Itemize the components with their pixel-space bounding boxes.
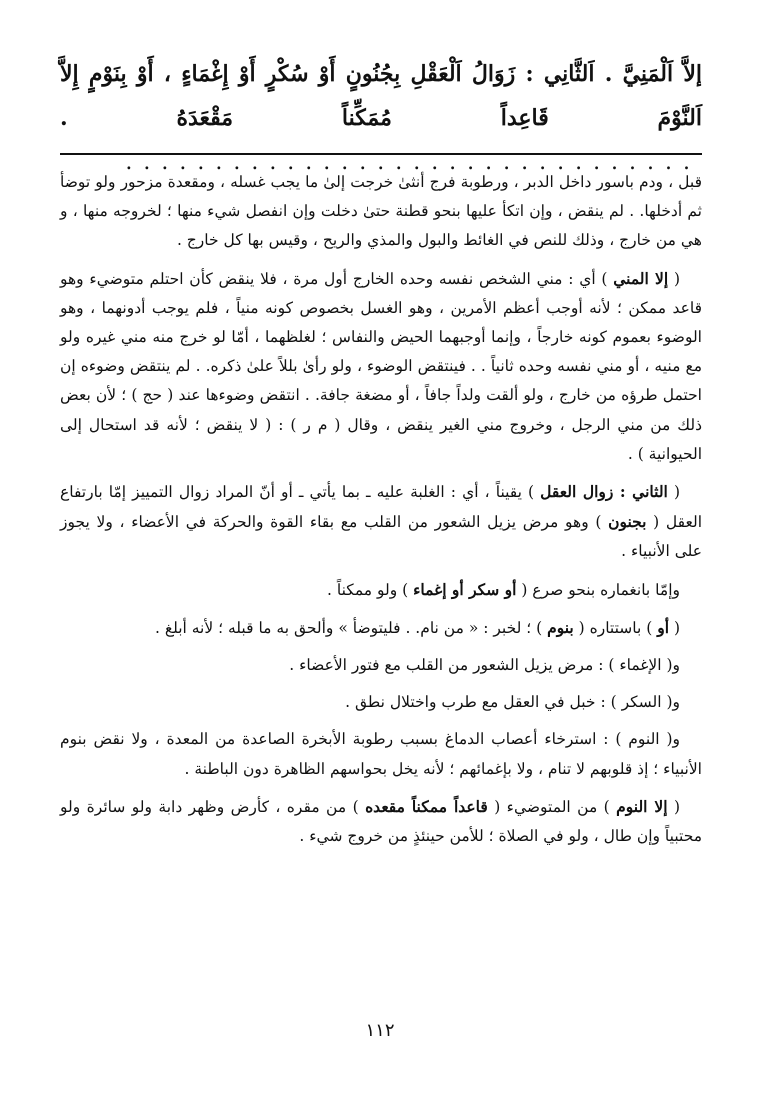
lemma-bold: قاعداً ممكناً مقعده bbox=[365, 796, 488, 816]
commentary-paragraph-3: ( الثاني : زوال العقل ) يقيناً ، أي : الغلبة عليه ـ بما يأتي ـ أو أنّ المراد زوال التمييز إمّا بارتفاع العقل ( بجنون ) وهو مرض يزيل الشعور من القلب مع بقاء القوة والحركة في الأعضاء ، ولا يجوز على الأنبياء . bbox=[60, 482, 702, 561]
commentary-paragraph-8: و( النوم ) : استرخاء أعصاب الدماغ بسبب رطوبة الأبخرة الصاعدة من المعدة ، ولا نقض بنوم الأنبياء ؛ إذ قلوبهم لا تنام ، ولا بإغمائهم ؛ لأنه يخل بحواسهم الظاهرة دون الباطنة . bbox=[60, 730, 702, 778]
dotted-leader: . . . . . . . . . . . . . . . . . . . . . . . . . . . . . . . . bbox=[125, 150, 692, 175]
lemma-bold: إلا النوم bbox=[616, 796, 668, 816]
commentary-paragraph-4: وإمّا بانغماره بنحو صرع ( أو سكر أو إغماء ) ولو ممكناً . bbox=[327, 579, 680, 599]
lemma-bold: أو سكر أو إغماء bbox=[413, 579, 517, 599]
commentary-text bbox=[60, 168, 702, 859]
lemma-bold: أو bbox=[657, 617, 670, 637]
lemma-bold: بجنون bbox=[608, 512, 647, 532]
page-number: ١١٢ bbox=[365, 1020, 395, 1041]
commentary-paragraph-9: ( إلا النوم ) من المتوضيء ( قاعداً ممكناً مقعده ) من مقره ، كأرض وظهر دابة ولو سائرة ولو محتبياً وإن طال ، ولو في الصلاة ؛ للأمن حينئذٍ من خروج شيء . bbox=[60, 796, 702, 846]
lemma-bold: إلا المني bbox=[613, 268, 669, 288]
commentary-paragraph-6: و( الإغماء ) : مرض يزيل الشعور من القلب مع فتور الأعضاء . bbox=[289, 656, 680, 675]
separator-rule bbox=[60, 153, 702, 155]
lemma-bold: بنوم bbox=[547, 617, 574, 637]
commentary-paragraph-7: و( السكر ) : خبل في العقل مع طرب واختلال نطق . bbox=[345, 693, 680, 712]
main-text bbox=[60, 52, 702, 185]
main-text-line-1: إلاَّ اَلْمَنِيَّ . اَلثَّانِي : زَوَالُ اَلْعَقْلِ بِجُنُونٍ أَوْ سُكْرٍ أَوْ إِغْمَاءٍ ، أَوْ بِنَوْمٍ إِلاَّ اَلنَّوْمَ قَاعِداً bbox=[60, 61, 703, 131]
commentary-paragraph-2: ( إلا المني ) أي : مني الشخص نفسه وحده الخارج أول مرة ، فلا ينقض كأن احتلم متوضيء وهو قاعد ممكن ؛ لأنه أوجب أعظم الأمرين ، وهو الغسل بخصوص كونه منياً ، فلم يوجب أدونهما ، وهو الوضوء بعموم كونه خارجاً ، وإنما أوجبهما الحيض والنفاس ؛ لغلظهما ، أمّا لو خرج منه مني غيره ولو مع منيه ، أو مني نفسه وحده ثانياً . . فينتقض الوضوء ، ولو رأىٰ بللاً علىٰ ذكره. . لم ينتقض وضوءه إن احتمل طرؤه من خارج ، ولو ألقت ولداً جافاً ، أو مضغة جافة. . انتقض وضوءها عند ( حج ) ؛ لأن بعض ذلك من مني الرجل ، وخروج مني الغير ينقض ، وقال ( م ر ) : ( لا ينقض ؛ لأنه قد استحال إلى الحيوانية ) . bbox=[60, 268, 702, 463]
main-text-line-2: مُمَكِّناً مَقْعَدَهُ . bbox=[60, 105, 392, 131]
commentary-paragraph-5: ( أو ) باستتاره ( بنوم ) ؛ لخبر : « من نام. . فليتوضأ » وألحق به ما قبله ؛ لأنه أبلغ . bbox=[154, 617, 680, 637]
lemma-bold: الثاني : زوال العقل bbox=[540, 482, 668, 502]
commentary-paragraph-1: قبل ، ودم باسور داخل الدبر ، ورطوبة فرج أنثىٰ خرجت إلىٰ ما يجب غسله ، ومقعدة مزحور ولو توضأ ثم أدخلها. . لم ينقض ، وإن اتكأ عليها بنحو قطنة حتىٰ دخلت وإن انفصل شيء منها ؛ لخروجه منها ، و هي من خارج ، وذلك للنص في الغائط والبول والمذي والريح ، وقيس بها كل خارج . bbox=[60, 173, 702, 250]
